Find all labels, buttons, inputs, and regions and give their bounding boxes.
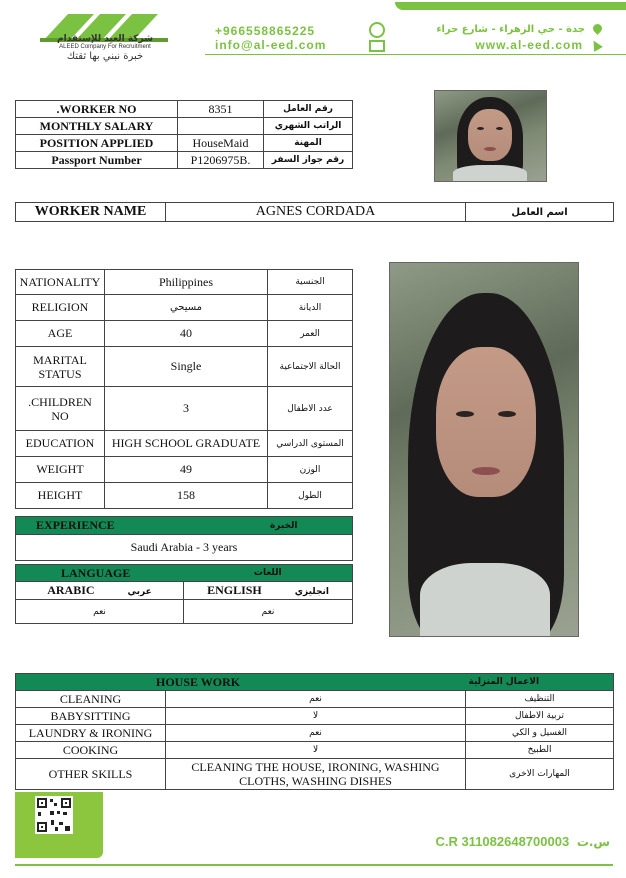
details-value: HIGH SCHOOL GRADUATE	[105, 431, 268, 457]
house-work-label-ar: الغسيل و الكي	[466, 725, 614, 742]
house-work-label-ar: الاعمال المنزلية	[466, 674, 614, 691]
details-label-ar: العمر	[268, 321, 353, 347]
details-label-ar: المستوى الدراسي	[268, 431, 353, 457]
experience-label-en: EXPERIENCE	[16, 517, 216, 535]
location-icon	[591, 22, 604, 35]
worker-name-value: AGNES CORDADA	[166, 203, 466, 222]
house-work-label-ar: الطبيخ	[466, 742, 614, 759]
language-english-header	[184, 582, 353, 600]
worker-name-table	[15, 202, 614, 222]
details-value: مسيحي	[105, 295, 268, 321]
house-work-table	[15, 673, 614, 790]
commercial-registration	[420, 834, 610, 849]
summary-row	[16, 101, 353, 118]
details-label-en: NATIONALITY	[16, 270, 105, 295]
summary-label-en: Passport Number	[16, 152, 178, 169]
house-work-label-en: HOUSE WORK	[16, 674, 466, 691]
experience-table	[15, 516, 353, 561]
summary-row	[16, 118, 353, 135]
details-label-ar: الجنسية	[268, 270, 353, 295]
details-row	[16, 295, 353, 321]
website-text: www.al-eed.com	[475, 38, 583, 52]
house-work-row	[16, 742, 614, 759]
worker-photo-large	[389, 262, 579, 637]
summary-label-ar: الراتب الشهري	[264, 118, 353, 135]
summary-label-en: POSITION APPLIED	[16, 135, 178, 152]
summary-label-ar: رقم العامل	[264, 101, 353, 118]
mail-icon	[369, 40, 385, 52]
company-name-en: ALEED Company For Recruitment	[59, 44, 151, 50]
house-work-value: لا	[166, 742, 466, 759]
whatsapp-icon	[369, 22, 385, 38]
cr-number-en: C.R 311082648700003	[435, 834, 570, 849]
address-text: جدة - حي الزهراء - شارع حراء	[436, 24, 585, 35]
details-value: 3	[105, 387, 268, 431]
details-label-en: .CHILDREN NO	[16, 387, 105, 431]
language-label-en: LANGUAGE	[16, 565, 184, 582]
details-label-en: EDUCATION	[16, 431, 105, 457]
details-value: 49	[105, 457, 268, 483]
details-value: 158	[105, 483, 268, 509]
summary-value: HouseMaid	[178, 135, 264, 152]
other-skills-label-ar: المهارات الاخرى	[466, 759, 614, 790]
house-work-row	[16, 691, 614, 708]
details-label-en: MARITAL STATUS	[16, 347, 105, 387]
summary-label-en: MONTHLY SALARY	[16, 118, 178, 135]
language-arabic-ar: عربي	[127, 587, 152, 597]
details-label-ar: الطول	[268, 483, 353, 509]
house-work-label-ar: تربية الاطفال	[466, 708, 614, 725]
house-work-label-en: LAUNDRY & IRONING	[16, 725, 166, 742]
details-row	[16, 347, 353, 387]
header	[0, 0, 626, 68]
summary-table	[15, 100, 353, 169]
details-label-ar: الحالة الاجتماعية	[268, 347, 353, 387]
details-value: Single	[105, 347, 268, 387]
details-label-en: RELIGION	[16, 295, 105, 321]
summary-row	[16, 135, 353, 152]
company-name-ar: شركة العيد للإستقدام	[57, 34, 153, 44]
worker-name-label-en: WORKER NAME	[16, 203, 166, 222]
header-contact-strip	[205, 2, 626, 60]
email-text: info@al-eed.com	[215, 38, 327, 52]
cr-label-ar: س.ت	[576, 835, 610, 849]
details-row	[16, 431, 353, 457]
phone-text: +966558865225	[215, 24, 316, 38]
footer-line	[15, 864, 613, 866]
house-work-value: لا	[166, 708, 466, 725]
details-row	[16, 321, 353, 347]
house-work-value: نعم	[166, 725, 466, 742]
details-label-ar: عدد الاطفال	[268, 387, 353, 431]
qr-code-icon	[35, 796, 73, 834]
summary-row	[16, 152, 353, 169]
other-skills-line-2: CLOTHS, WASHING DISHES	[239, 774, 392, 788]
details-label-ar: الديانة	[268, 295, 353, 321]
details-table	[15, 269, 353, 509]
summary-value: 8351	[178, 101, 264, 118]
details-label-en: AGE	[16, 321, 105, 347]
other-skills-label-en: OTHER SKILLS	[16, 759, 166, 790]
house-work-row	[16, 725, 614, 742]
experience-label-ar: الخبرة	[216, 517, 353, 535]
details-row	[16, 270, 353, 295]
language-arabic-en: ARABIC	[47, 583, 95, 597]
house-work-label-en: CLEANING	[16, 691, 166, 708]
worker-name-label-ar: اسم العامل	[466, 203, 614, 222]
language-arabic-value: نعم	[16, 600, 184, 624]
details-row	[16, 387, 353, 431]
summary-label-ar: رقم جواز السفر	[264, 152, 353, 169]
details-label-en: WEIGHT	[16, 457, 105, 483]
language-arabic-header	[16, 582, 184, 600]
details-row	[16, 483, 353, 509]
house-work-label-en: COOKING	[16, 742, 166, 759]
summary-value: P1206975B.	[178, 152, 264, 169]
house-work-value: نعم	[166, 691, 466, 708]
other-skills-value	[166, 759, 466, 790]
house-work-label-en: BABYSITTING	[16, 708, 166, 725]
cursor-icon	[589, 38, 603, 52]
house-work-row	[16, 759, 614, 790]
details-value: 40	[105, 321, 268, 347]
details-label-en: HEIGHT	[16, 483, 105, 509]
summary-label-en: .WORKER NO	[16, 101, 178, 118]
language-english-ar: انجليزي	[294, 587, 329, 597]
passport-photo-small	[434, 90, 547, 182]
header-swoosh	[395, 2, 626, 10]
details-value: Philippines	[105, 270, 268, 295]
summary-value	[178, 118, 264, 135]
header-divider	[205, 54, 626, 55]
house-work-row	[16, 708, 614, 725]
footer-qr-panel	[15, 792, 103, 858]
summary-label-ar: المهنة	[264, 135, 353, 152]
company-slogan: خبرة نبني بها ثقتك	[66, 51, 144, 62]
details-row	[16, 457, 353, 483]
details-label-ar: الوزن	[268, 457, 353, 483]
house-work-label-ar: التنظيف	[466, 691, 614, 708]
language-label-ar: اللغات	[184, 565, 353, 582]
language-english-value: نعم	[184, 600, 353, 624]
experience-value: Saudi Arabia - 3 years	[16, 535, 353, 561]
language-table	[15, 564, 353, 624]
language-english-en: ENGLISH	[207, 583, 262, 597]
other-skills-line-1: CLEANING THE HOUSE, IRONING, WASHING	[191, 760, 440, 774]
